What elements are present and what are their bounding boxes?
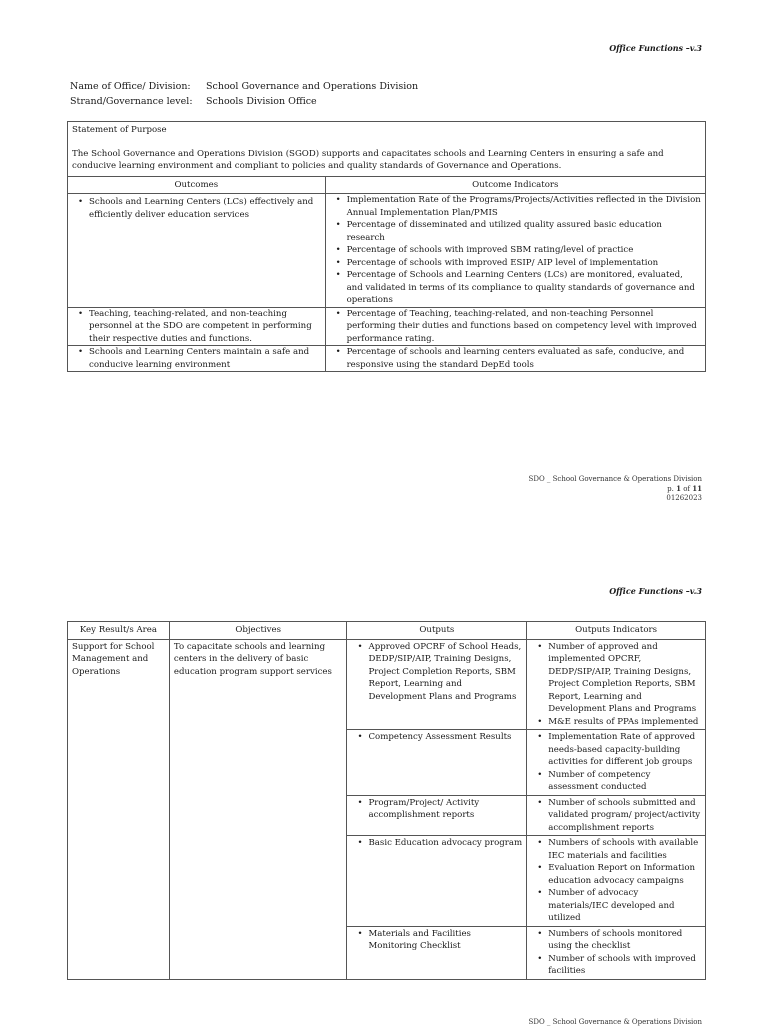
output-indicator-item: • Numbers of schools with available IEC materials and facilities (542, 837, 701, 862)
output-item: • Competency Assessment Results (362, 731, 522, 744)
strand-value: Schools Division Office (206, 96, 317, 107)
indicator-item: • Percentage of disseminated and utilized quality assured basic education research (341, 219, 701, 244)
output-indicator-item: • M&E results of PPAs implemented (542, 716, 701, 729)
output-item: • Program/Project/ Activity accomplishment reports (362, 797, 522, 822)
page-footer (529, 475, 702, 503)
output-item: • Materials and Facilities Monitoring Checklist (362, 928, 522, 953)
footer-office: SDO _ School Governance & Operations Division (528, 475, 702, 483)
objectives-header: Objectives (169, 622, 347, 640)
outcome-item: • Teaching, teaching-related, and non-teaching personnel at the SDO are competent in performing their respective duties and functions. (83, 308, 321, 346)
kra-cell: Support for School Management and Operations (68, 639, 170, 979)
kra-header: Key Result/s Area (68, 622, 170, 640)
indicator-item: • Percentage of Teaching, teaching-related, and non-teaching Personnel performing their duties and functions based on competency level with improved performance rating. (341, 308, 701, 346)
page-header: Office Functions –v.3 (609, 43, 702, 53)
strand-label: Strand/Governance level: (70, 96, 193, 107)
output-indicator-item: • Numbers of schools monitored using the checklist (542, 928, 701, 953)
objective-cell: To capacitate schools and learning centers in the delivery of basic education program support services (169, 639, 347, 979)
purpose-title: Statement of Purpose (72, 125, 167, 135)
table-row (68, 639, 706, 730)
output-indicator-item: • Number of advocacy materials/IEC developed and utilized (542, 887, 701, 925)
output-indicators-header: Outputs Indicators (527, 622, 706, 640)
table-row (68, 194, 706, 308)
office-name-label: Name of Office/ Division: (70, 81, 191, 92)
kra-table (67, 621, 706, 980)
output-indicator-item: • Number of schools with improved facilities (542, 953, 701, 978)
output-indicator-item: • Number of schools submitted and validated program/ project/activity accomplishment reports (542, 797, 701, 835)
output-item: • Approved OPCRF of School Heads, DEDP/SIP/AIP, Training Designs, Project Completion Reports, SBM Report, Learning and Development Plans and Programs (362, 641, 522, 704)
indicators-header: Outcome Indicators (325, 176, 705, 194)
indicator-item: • Percentage of schools with improved SBM rating/level of practice (341, 244, 701, 257)
outcome-item: • Schools and Learning Centers maintain a safe and conducive learning environment (83, 346, 321, 371)
outcome-item: • Schools and Learning Centers (LCs) effectively and efficiently deliver education services (83, 196, 321, 221)
statement-of-purpose (68, 122, 706, 177)
output-item: • Basic Education advocacy program (362, 837, 522, 850)
table-row (68, 307, 706, 346)
page-2 (0, 575, 768, 1024)
outputs-header: Outputs (347, 622, 527, 640)
outcomes-header: Outcomes (68, 176, 326, 194)
office-name-line (70, 81, 418, 92)
footer-page-number: p. 1 of 11 (667, 484, 702, 493)
purpose-text: The School Governance and Operations Division (SGOD) supports and capacitates schools and Learning Centers in ensuring a safe and conducive learning environment and compliant to policies and quality standards of Governance and Operations. (72, 148, 664, 171)
office-name-value: School Governance and Operations Division (206, 81, 419, 92)
page-footer: SDO _ School Governance & Operations Division (528, 1018, 702, 1026)
indicator-item: • Percentage of Schools and Learning Centers (LCs) are monitored, evaluated, and validated in terms of its compliance to quality standards of governance and operations (341, 269, 701, 307)
indicator-item: • Percentage of schools with improved ESIP/ AIP level of implementation (341, 257, 701, 270)
output-indicator-item: • Evaluation Report on Information education advocacy campaigns (542, 862, 701, 887)
output-indicator-item: • Implementation Rate of approved needs-based capacity-building activities for different job groups (542, 731, 701, 769)
output-indicator-item: • Number of approved and implemented OPCRF, DEDP/SIP/AIP, Training Designs, Project Completion Reports, SBM Report, Learning and Development Plans and Programs (542, 641, 701, 716)
outcomes-table (67, 121, 706, 372)
output-indicator-item: • Number of competency assessment conducted (542, 769, 701, 794)
page-header: Office Functions –v.3 (609, 586, 702, 596)
indicator-item: • Implementation Rate of the Programs/Projects/Activities reflected in the Division Annual Implementation Plan/PMIS (341, 194, 701, 219)
indicator-item: • Percentage of schools and learning centers evaluated as safe, conducive, and responsive using the standard DepEd tools (341, 346, 701, 371)
footer-code: 01262023 (666, 494, 702, 502)
strand-line (70, 96, 317, 107)
table-row (68, 346, 706, 372)
